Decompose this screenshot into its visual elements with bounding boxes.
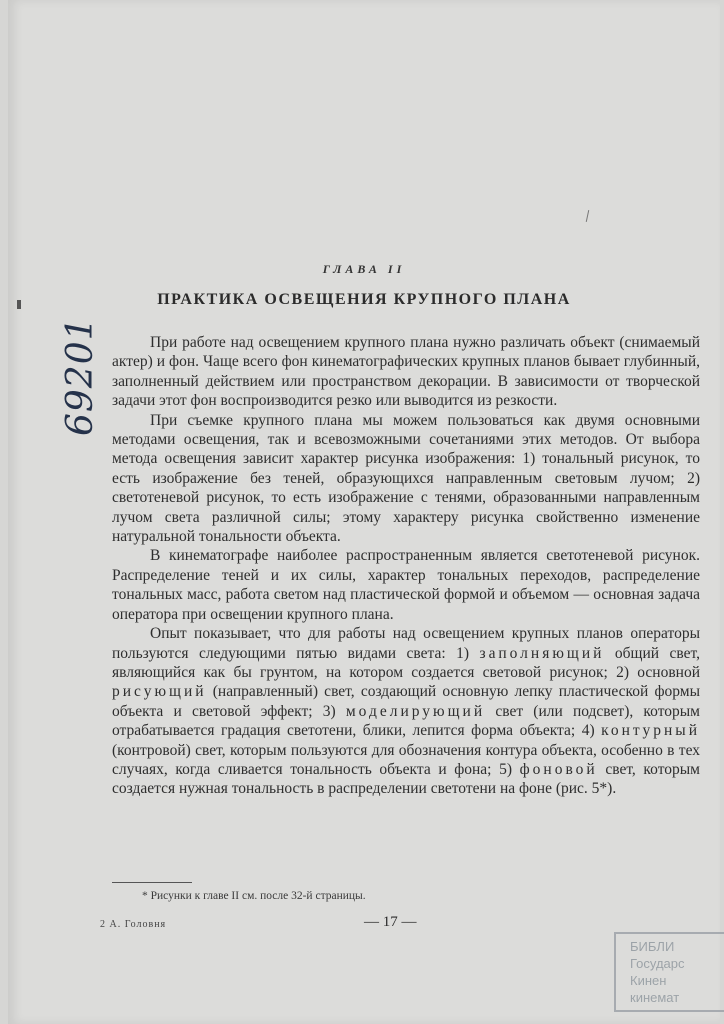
stamp-line: Государс [630, 956, 685, 971]
paragraph [112, 624, 700, 799]
body-text [112, 333, 700, 799]
text-run: (контровой) свет, которым пользуются для обозначения контура объекта, особенно в тех случаях, когда сливается тональность объекта и фона; 5) [112, 741, 700, 778]
chapter-label: ГЛАВА II [322, 262, 406, 276]
chapter-title: ПРАКТИКА ОСВЕЩЕНИЯ КРУПНОГО ПЛАНА [157, 291, 571, 308]
page-number: — 17 — [364, 914, 417, 930]
paragraph [112, 333, 700, 411]
spaced-term: контурный [601, 722, 700, 740]
text-run: общий свет, являющийся как бы грунтом, на котором создается световой рисунок; 2) основной [112, 644, 700, 681]
printer-signature: 2 А. Головня [100, 919, 167, 930]
spaced-term: фоновой [519, 760, 598, 778]
pencil-mark [586, 210, 589, 222]
text-run: Опыт показывает, что для работы над освещением крупных планов операторы пользуются следующими пятью видами света: 1) [112, 625, 700, 662]
spaced-term: заполняющий [479, 644, 605, 662]
spaced-term: моделирующий [345, 702, 486, 720]
stamp-line: БИБЛИ [630, 939, 675, 954]
paragraph [112, 546, 700, 624]
paragraph [112, 411, 700, 547]
text-run: (направленный) свет, создающий основную лепку пластической формы объекта и световой эффект; 3) [112, 683, 700, 720]
book-page [8, 0, 720, 1024]
library-stamp [614, 932, 724, 1012]
text-run: В кинематографе наиболее распространенным является светотеневой рисунок. Распределение теней и их силы, характер тональных переходов, распределение тональных масс, работа светом над пластической формой и объемом — основная задача оператора при освещении крупного плана. [112, 547, 700, 623]
text-run: При съемке крупного плана мы можем пользоваться как двумя основными методами освещения, так и всевозможными сочетаниями этих методов. От выбора метода освещения зависит характер рисунка изображения: 1) тональный рисунок, то есть изображение без теней, образующихся направленным световым лучом; 2) светотеневой рисунок, то есть изображение с тенями, образованными направленным лучом света различной силы; этому характеру рисунка свойственно изменение натуральной тональности объекта. [112, 411, 700, 546]
spaced-term: рисующий [112, 683, 207, 701]
stamp-line: кинемат [630, 990, 680, 1005]
stamp-line: Кинен [630, 973, 667, 988]
footnote-rule [112, 882, 192, 883]
text-run: свет (или подсвет), которым отрабатывается градация светотени, блики, лепится форма объекта; 4) [112, 702, 700, 740]
text-run: свет, которым создается нужная тональность в распределении светотени на фоне (рис. 5*). [112, 760, 700, 798]
text-run: При работе над освещением крупного плана нужно различать объект (снимаемый актер) и фон. Чаще всего фон кинематографических крупных планов бывает глубинный, заполненный действием или пространством декорации. В зависимости от творческой задачи этот фон воспроизводится резко или выводится из резкости. [112, 334, 700, 410]
footnote: * Рисунки к главе II см. после 32-й страницы. [142, 890, 366, 902]
handwritten-inventory-number: 69201 [60, 316, 101, 436]
